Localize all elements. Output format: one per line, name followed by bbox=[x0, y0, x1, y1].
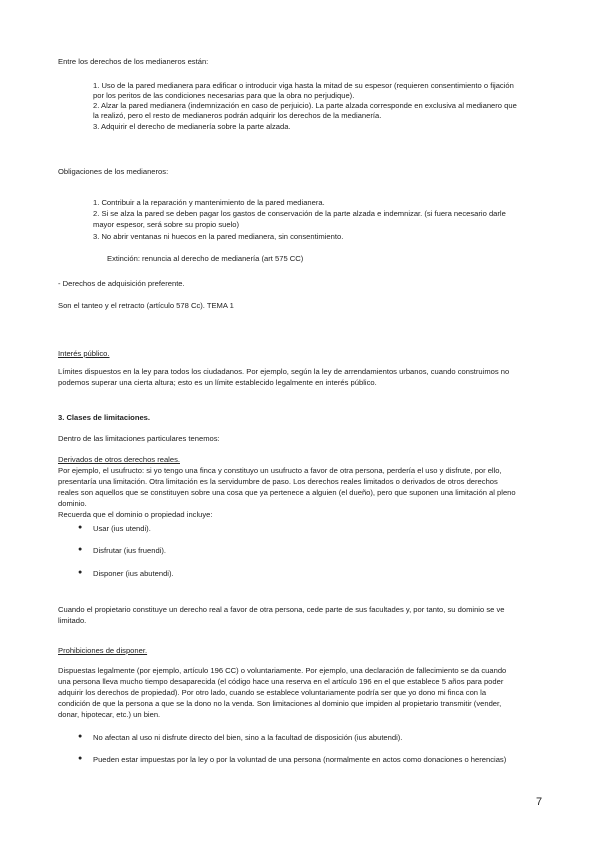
derivados-line: Por ejemplo, el usufructo: si yo tengo una finca y constituyo un usufructo a favor de otra persona, perdería el uso y disfrute, por ello, bbox=[58, 466, 502, 475]
extincion-text: Extinción: renuncia al derecho de medianería (art 575 CC) bbox=[107, 254, 304, 263]
obligacion-line: 3. No abrir ventanas ni huecos en la pared medianera, sin consentimiento. bbox=[93, 232, 344, 241]
derivados-line: Recuerda que el dominio o propiedad incluye: bbox=[58, 510, 213, 519]
obligacion-line: mayor espesor, será sobre su propio suelo) bbox=[93, 220, 240, 229]
obligacion-line: 2. Si se alza la pared se deben pagar los gastos de conservación de la parte alzada e indemnizar. (si fuera necesario darle bbox=[93, 209, 506, 218]
bullet-icon: ● bbox=[78, 546, 83, 553]
obligacion-line: 1. Contribuir a la reparación y mantenimiento de la pared medianera. bbox=[93, 198, 325, 207]
obligaciones-title: Obligaciones de los medianeros: bbox=[58, 167, 169, 176]
derecho-line: 1. Uso de la pared medianera para edificar o introducir viga hasta la mitad de su espesor (requieren consentimiento o fijación bbox=[93, 81, 514, 90]
tanteo-text: Son el tanteo y el retracto (artículo 578 Cc). TEMA 1 bbox=[58, 301, 234, 310]
prohibiciones-line: una persona lleva mucho tiempo desaparecida (el código hace una reserva en el artículo 196 en el que establece 5 años para poder bbox=[58, 677, 504, 686]
dominio-item: Usar (ius utendi). bbox=[93, 524, 151, 533]
page-number: 7 bbox=[536, 796, 543, 808]
derecho-line: 2. Alzar la pared medianera (indemnización en caso de perjuicio). La parte alzada corresponde en exclusiva al medianero que bbox=[93, 101, 517, 110]
cuando-line: Cuando el propietario constituye un derecho real a favor de otra persona, cede parte de sus facultades y, por tanto, su dominio se ve bbox=[58, 605, 505, 614]
cuando-line: limitado. bbox=[58, 616, 87, 625]
prohibiciones-line: condición de que la persona a que se la dono no la venda. Son limitaciones al dominio que impiden al propietario transmitir (vender, bbox=[58, 699, 502, 708]
derivados-line: dominio. bbox=[58, 499, 87, 508]
derecho-line: 3. Adquirir el derecho de medianería sobre la parte alzada. bbox=[93, 122, 291, 131]
bullet-icon: ● bbox=[78, 569, 83, 576]
derivados-line: presentaría una limitación. Otra limitación es la servidumbre de paso. Los derechos reales limitados o derivados de otros derechos bbox=[58, 477, 498, 486]
prohibiciones-title: Prohibiciones de disponer. bbox=[58, 646, 148, 655]
clases-intro: Dentro de las limitaciones particulares tenemos: bbox=[58, 434, 220, 443]
bullet-icon: ● bbox=[78, 733, 83, 740]
intro-text: Entre los derechos de los medianeros están: bbox=[58, 57, 209, 66]
derechos-adquisicion-text: - Derechos de adquisición preferente. bbox=[58, 279, 185, 288]
interes-line: podemos superar una cierta altura; esto es un límite establecido legalmente en interés público. bbox=[58, 378, 377, 387]
interes-title: Interés público. bbox=[58, 349, 110, 358]
derecho-line: por los peritos de las condiciones necesarias para que la obra no perjudique). bbox=[93, 91, 355, 100]
bullet-icon: ● bbox=[78, 524, 83, 531]
clases-title: 3. Clases de limitaciones. bbox=[58, 413, 151, 422]
dominio-item: Disfrutar (ius fruendi). bbox=[93, 546, 167, 555]
prohibiciones-line: Dispuestas legalmente (por ejemplo, artículo 196 CC) o voluntariamente. Por ejemplo, una declaración de fallecimiento se da cuando bbox=[58, 666, 507, 675]
prohibiciones-line: adquirir los derechos de propiedad). Por otro lado, cuando se establece voluntariamente podría ser que yo dono mi finca con la bbox=[58, 688, 487, 697]
prohibiciones-item: Pueden estar impuestas por la ley o por la voluntad de una persona (normalmente en actos como donaciones o herencias) bbox=[93, 755, 507, 764]
prohibiciones-line: donar, hipotecar, etc.) un bien. bbox=[58, 710, 161, 719]
derivados-title: Derivados de otros derechos reales. bbox=[58, 455, 180, 464]
derivados-line: reales son aquellos que se constituyen sobre una cosa que ya pertenece a alguien (el dueño), pero que suponen una limitación al pleno bbox=[58, 488, 516, 497]
dominio-item: Disponer (ius abutendi). bbox=[93, 569, 174, 578]
interes-line: Límites dispuestos en la ley para todos los ciudadanos. Por ejemplo, según la ley de arrendamientos urbanos, cuando construimos no bbox=[58, 367, 510, 376]
derecho-line: la realizó, pero el resto de medianeros podrán adquirir los derechos de la medianería. bbox=[93, 111, 382, 120]
prohibiciones-item: No afectan al uso ni disfrute directo del bien, sino a la facultad de disposición (ius abutendi). bbox=[93, 733, 403, 742]
bullet-icon: ● bbox=[78, 755, 83, 762]
